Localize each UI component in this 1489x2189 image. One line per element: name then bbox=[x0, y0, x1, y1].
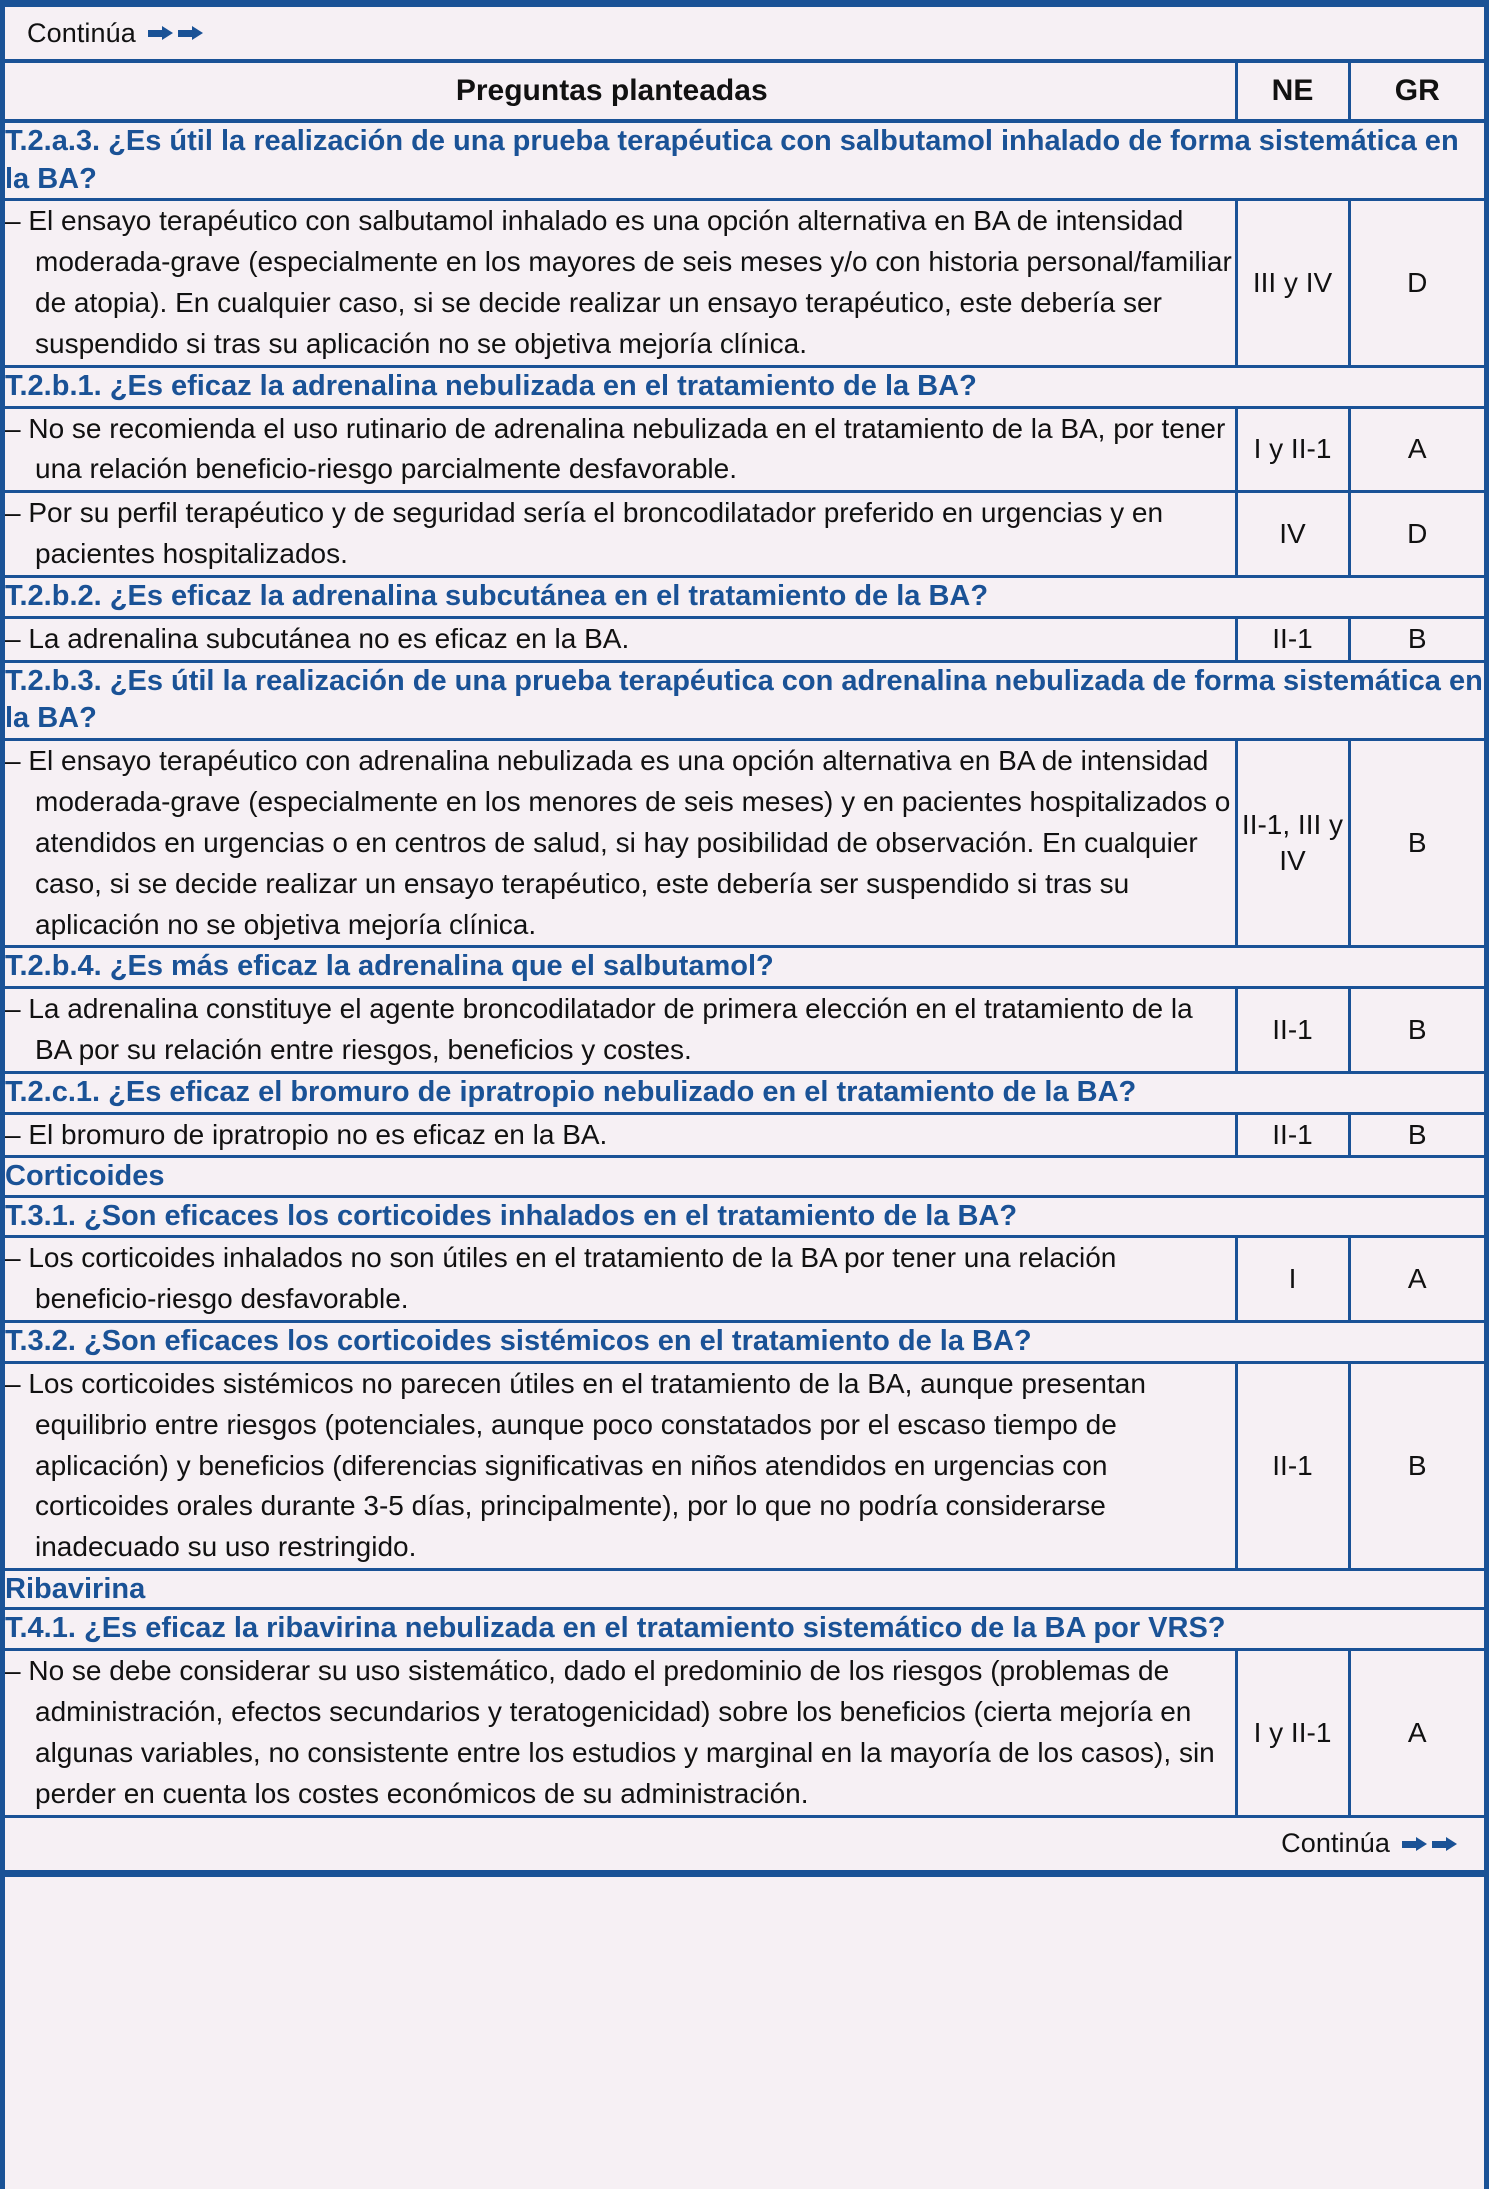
question-text: T.2.a.3. ¿Es útil la realización de una prueba terapéutica con salbutamol inhalado de forma sistemática en la BA? bbox=[5, 121, 1484, 200]
evidence-level-value: II-1 bbox=[1236, 988, 1349, 1073]
evidence-level-value: II-1 bbox=[1236, 617, 1349, 661]
recommendation-text: – El bromuro de ipratropio no es eficaz en la BA. bbox=[5, 1113, 1236, 1157]
question-row bbox=[5, 661, 1484, 739]
recommendation-row bbox=[5, 200, 1484, 367]
question-text: T.2.c.1. ¿Es eficaz el bromuro de ipratropio nebulizado en el tratamiento de la BA? bbox=[5, 1072, 1484, 1113]
recommendation-text: – No se recomienda el uso rutinario de adrenalina nebulizada en el tratamiento de la BA, por tener una relación beneficio-riesgo parcialmente desfavorable. bbox=[5, 407, 1236, 492]
question-text: T.2.b.2. ¿Es eficaz la adrenalina subcutánea en el tratamiento de la BA? bbox=[5, 577, 1484, 618]
question-text: T.3.2. ¿Son eficaces los corticoides sistémicos en el tratamiento de la BA? bbox=[5, 1322, 1484, 1363]
question-row bbox=[5, 947, 1484, 988]
evidence-level-value: III y IV bbox=[1236, 200, 1349, 367]
recommendation-grade-value: A bbox=[1349, 1650, 1484, 1817]
continua-bottom bbox=[5, 1818, 1484, 1870]
question-text: T.2.b.4. ¿Es más eficaz la adrenalina que el salbutamol? bbox=[5, 947, 1484, 988]
section-title: Corticoides bbox=[5, 1157, 1484, 1196]
recommendation-grade-value: A bbox=[1349, 407, 1484, 492]
question-text: T.2.b.1. ¿Es eficaz la adrenalina nebulizada en el tratamiento de la BA? bbox=[5, 366, 1484, 407]
recommendation-text: – El ensayo terapéutico con adrenalina nebulizada es una opción alternativa en BA de intensidad moderada-grave (especialmente en los menores de seis meses) y en pacientes hospitalizados o atendidos en urgencias o en centros de salud, si hay posibilidad de observación. En cualquier caso, si se decide realizar un ensayo terapéutico, este debería ser suspendido si tras su aplicación no se objetiva mejoría clínica. bbox=[5, 740, 1236, 947]
recommendation-row bbox=[5, 617, 1484, 661]
recommendation-row bbox=[5, 740, 1484, 947]
recommendation-grade-value: D bbox=[1349, 200, 1484, 367]
recommendation-grade-value: B bbox=[1349, 988, 1484, 1073]
continua-bottom-label: Continúa bbox=[1281, 1828, 1390, 1859]
question-row bbox=[5, 1609, 1484, 1650]
question-row bbox=[5, 1196, 1484, 1237]
recommendation-text: – Por su perfil terapéutico y de seguridad sería el broncodilatador preferido en urgencias y en pacientes hospitalizados. bbox=[5, 492, 1236, 577]
evidence-level-value: II-1 bbox=[1236, 1113, 1349, 1157]
page-bottom-rule bbox=[5, 1870, 1484, 1877]
question-row bbox=[5, 577, 1484, 618]
recommendation-grade-value: B bbox=[1349, 1362, 1484, 1569]
recommendations-table bbox=[5, 63, 1484, 1818]
recommendation-text: – No se debe considerar su uso sistemático, dado el predominio de los riesgos (problemas de administración, efectos secundarios y teratogenicidad) sobre los beneficios (cierta mejoría en algunas variables, no consistente entre los estudios y marginal en la mayoría de los casos), sin perder en cuenta los costes económicos de su administración. bbox=[5, 1650, 1236, 1817]
question-row bbox=[5, 1322, 1484, 1363]
recommendation-row bbox=[5, 988, 1484, 1073]
column-header-question: Preguntas planteadas bbox=[5, 63, 1236, 121]
section-title: Ribavirina bbox=[5, 1570, 1484, 1609]
evidence-level-value: IV bbox=[1236, 492, 1349, 577]
recommendation-text: – Los corticoides sistémicos no parecen útiles en el tratamiento de la BA, aunque presentan equilibrio entre riesgos (potenciales, aunque poco constatados por el escaso tiempo de aplicación) y beneficios (diferencias significativas en niños atendidos en urgencias con corticoides orales durante 3-5 días, principalmente), por lo que no podría considerarse inadecuado su uso restringido. bbox=[5, 1362, 1236, 1569]
continua-top bbox=[5, 7, 1484, 59]
recommendation-text: – La adrenalina subcutánea no es eficaz en la BA. bbox=[5, 617, 1236, 661]
question-text: T.2.b.3. ¿Es útil la realización de una prueba terapéutica con adrenalina nebulizada de forma sistemática en la BA? bbox=[5, 661, 1484, 739]
evidence-level-value: I y II-1 bbox=[1236, 407, 1349, 492]
recommendation-text: – La adrenalina constituye el agente broncodilatador de primera elección en el tratamiento de la BA por su relación entre riesgos, beneficios y costes. bbox=[5, 988, 1236, 1073]
table-body bbox=[5, 63, 1484, 1816]
recommendation-grade-value: B bbox=[1349, 617, 1484, 661]
recommendation-row bbox=[5, 407, 1484, 492]
recommendation-grade-value: A bbox=[1349, 1237, 1484, 1322]
evidence-level-value: I y II-1 bbox=[1236, 1650, 1349, 1817]
recommendation-grade-value: B bbox=[1349, 740, 1484, 947]
question-row bbox=[5, 1072, 1484, 1113]
column-header-ne: NE bbox=[1236, 63, 1349, 121]
arrow-right-icon bbox=[1402, 1837, 1458, 1851]
arrow-right-icon bbox=[148, 26, 204, 40]
recommendation-row bbox=[5, 1650, 1484, 1817]
recommendation-row bbox=[5, 1362, 1484, 1569]
section-header-row bbox=[5, 1570, 1484, 1609]
recommendation-row bbox=[5, 1237, 1484, 1322]
evidence-level-value: I bbox=[1236, 1237, 1349, 1322]
evidence-level-value: II-1 bbox=[1236, 1362, 1349, 1569]
recommendation-grade-value: B bbox=[1349, 1113, 1484, 1157]
recommendation-text: – Los corticoides inhalados no son útiles en el tratamiento de la BA por tener una relación beneficio-riesgo desfavorable. bbox=[5, 1237, 1236, 1322]
page-top-rule bbox=[5, 0, 1484, 7]
table-header-row bbox=[5, 63, 1484, 121]
recommendation-row bbox=[5, 1113, 1484, 1157]
question-text: T.3.1. ¿Son eficaces los corticoides inhalados en el tratamiento de la BA? bbox=[5, 1196, 1484, 1237]
question-row bbox=[5, 366, 1484, 407]
evidence-level-value: II-1, III y IV bbox=[1236, 740, 1349, 947]
column-header-gr: GR bbox=[1349, 63, 1484, 121]
section-header-row bbox=[5, 1157, 1484, 1196]
recommendation-text: – El ensayo terapéutico con salbutamol inhalado es una opción alternativa en BA de intensidad moderada-grave (especialmente en los mayores de seis meses y/o con historia personal/familiar de atopia). En cualquier caso, si se decide realizar un ensayo terapéutico, este debería ser suspendido si tras su aplicación no se objetiva mejoría clínica. bbox=[5, 200, 1236, 367]
recommendation-row bbox=[5, 492, 1484, 577]
continua-top-label: Continúa bbox=[27, 17, 136, 48]
question-row bbox=[5, 121, 1484, 200]
question-text: T.4.1. ¿Es eficaz la ribavirina nebulizada en el tratamiento sistemático de la BA por VRS? bbox=[5, 1609, 1484, 1650]
recommendation-grade-value: D bbox=[1349, 492, 1484, 577]
